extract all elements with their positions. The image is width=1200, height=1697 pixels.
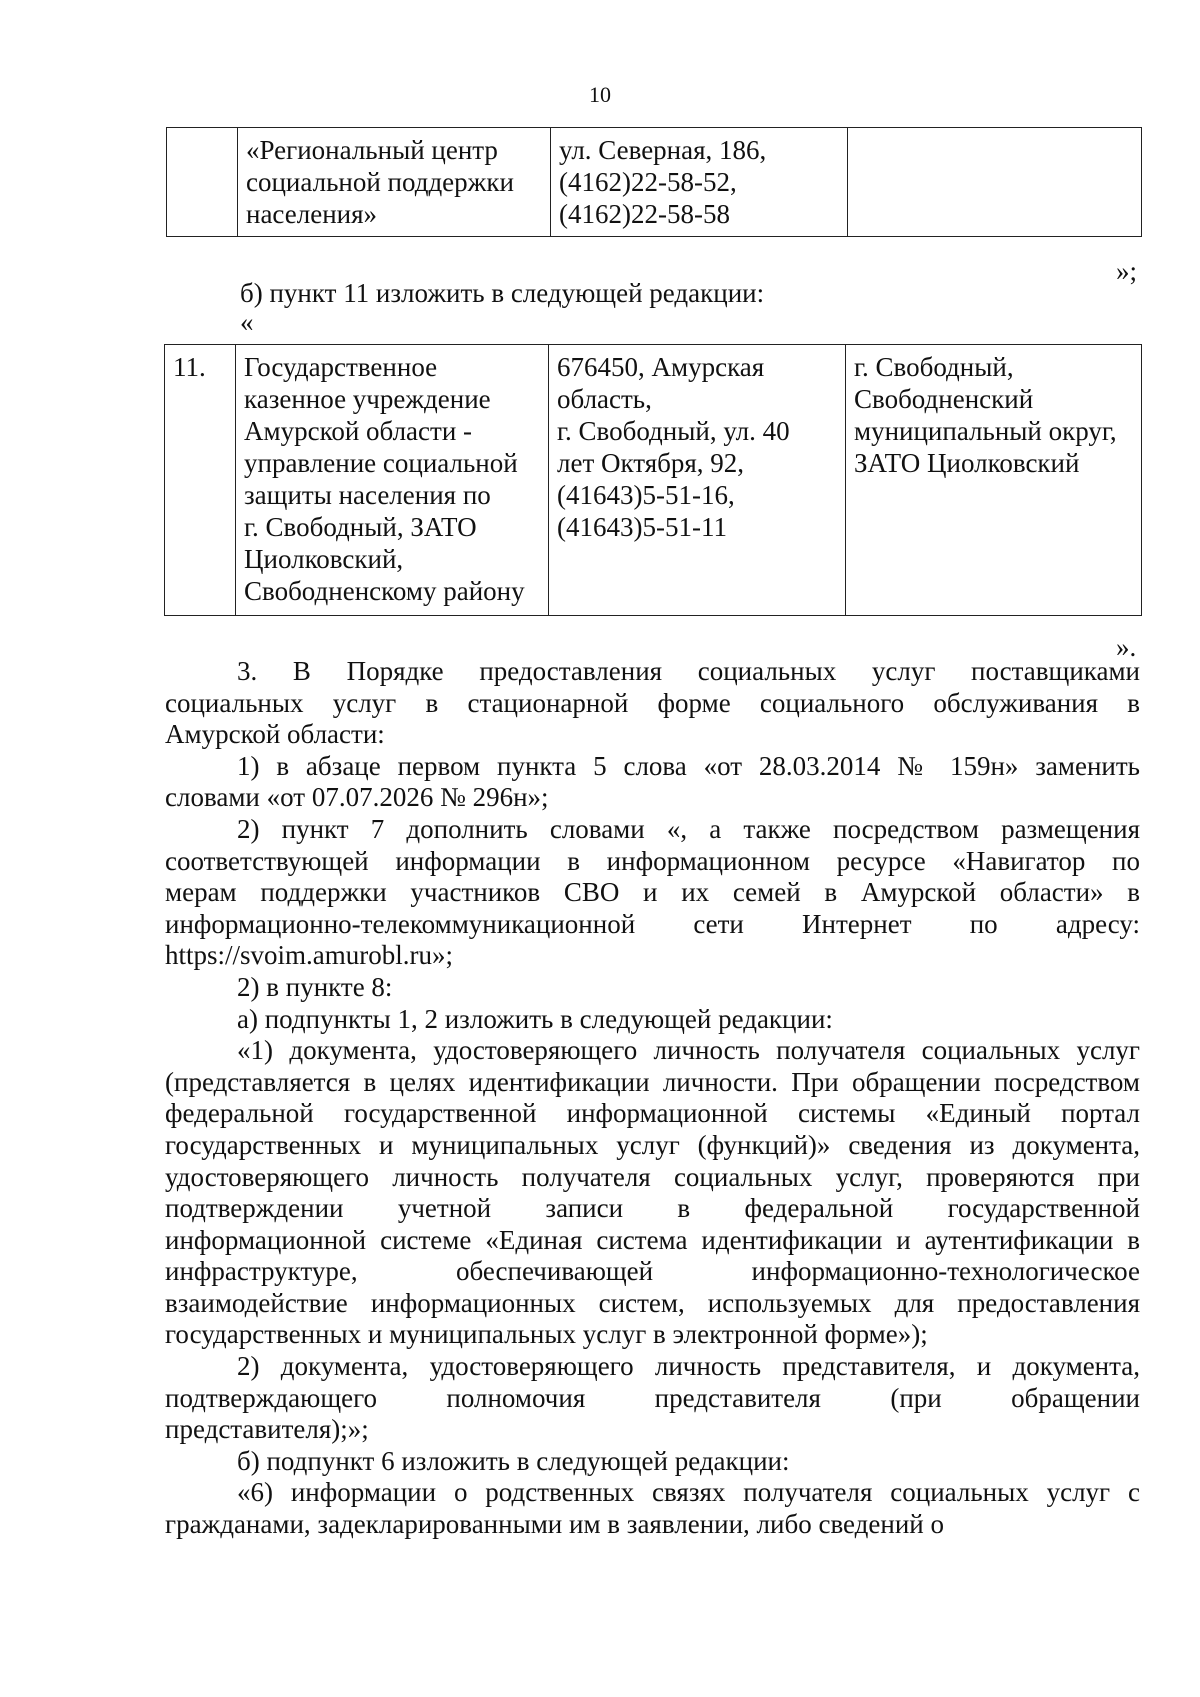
paragraph-line: https://svoim.amurobl.ru»; (165, 940, 453, 971)
cell-line: муниципальный округ, (854, 416, 1117, 446)
cell-line: социальной поддержки (246, 167, 514, 197)
closing-quote: ». (1116, 632, 1137, 662)
paragraph-line: взаимодействие информационных систем, используемых для предоставления (165, 1287, 1140, 1318)
table-cell-address (549, 345, 846, 616)
cell-line: область, (557, 384, 652, 414)
table-cell-name (236, 345, 549, 616)
closing-quote: »; (1116, 256, 1138, 286)
cell-line: (41643)5-51-11 (557, 512, 727, 542)
paragraph-line: 3. В Порядке предоставления социальных услуг поставщиками (237, 656, 1140, 686)
paragraph-line: «6) информации о родственных связях получателя социальных услуг с (237, 1477, 1140, 1508)
paragraph-line: словами «от 07.07.2026 № 296н»; (165, 782, 549, 813)
paragraph-line: 2) пункт 7 дополнить словами «, а также посредством размещения (237, 813, 1140, 844)
cell-line: «Региональный центр (246, 135, 498, 165)
item-b-heading: б) пункт 11 изложить в следующей редакции: (240, 278, 765, 308)
table-row (165, 345, 1142, 616)
cell-line: Свободненский (854, 384, 1034, 414)
cell-line: ул. Северная, 186, (559, 135, 767, 165)
document-body (165, 656, 1140, 1541)
paragraph-line: государственных и муниципальных услуг (функций)» сведения из документа, (165, 1129, 1140, 1160)
table-cell-number: 11. (165, 345, 236, 616)
cell-line: 676450, Амурская (557, 352, 765, 382)
paragraph-line: 1) в абзаце первом пункта 5 слова «от 28.03.2014 № 159н» заменить (237, 750, 1140, 781)
cell-line: г. Свободный, ЗАТО (244, 512, 477, 542)
paragraph-line: представителя);»; (165, 1414, 369, 1445)
paragraph-line: социальных услуг в стационарной форме социального обслуживания в (165, 687, 1140, 718)
paragraph-line: мерам поддержки участников СВО и их семей в Амурской области» в (165, 877, 1140, 908)
paragraph-line: государственных и муниципальных услуг в электронной форме»); (165, 1319, 928, 1350)
cell-line: ЗАТО Циолковский (854, 448, 1080, 478)
cell-line: г. Свободный, ул. 40 (557, 416, 790, 446)
paragraph-line: удостоверяющего личность получателя социальных услуг, проверяются при (165, 1161, 1140, 1192)
paragraph-line: б) подпункт 6 изложить в следующей редакции: (237, 1445, 790, 1476)
table-cell-territory (848, 128, 1142, 237)
paragraph-line: соответствующей информации в информационном ресурсе «Навигатор по (165, 845, 1140, 876)
table-cell-name (238, 128, 551, 237)
cell-line: (4162)22-58-52, (559, 167, 737, 197)
table-item-11 (164, 344, 1142, 616)
table-cell-number (167, 128, 238, 237)
paragraph-line: подтверждающего полномочия представителя (при обращении (165, 1382, 1140, 1413)
cell-line: Свободненскому району (244, 576, 525, 606)
page-number: 10 (589, 82, 611, 107)
cell-line: Амурской области - (244, 416, 473, 446)
paragraph-line: а) подпункты 1, 2 изложить в следующей редакции: (237, 1003, 833, 1034)
paragraph-line: инфраструктуре, обеспечивающей информационно-технологическое (165, 1256, 1140, 1287)
cell-line: казенное учреждение (244, 384, 491, 414)
cell-line: Государственное (244, 352, 438, 382)
paragraph-line: «1) документа, удостоверяющего личность получателя социальных услуг (237, 1035, 1140, 1066)
paragraph-line: гражданами, задекларированными им в заявлении, либо сведений о (165, 1509, 944, 1540)
paragraph-line: федеральной государственной информационной системы «Единый портал (165, 1098, 1140, 1129)
paragraph-line: подтверждении учетной записи в федеральной государственной (165, 1193, 1140, 1224)
table-cell-address (551, 128, 848, 237)
table-cell-territory (846, 345, 1142, 616)
table-continuation (166, 127, 1142, 237)
cell-line: Циолковский, (244, 544, 404, 574)
paragraph-line: информационно-телекоммуникационной сети Интернет по адресу: (165, 908, 1140, 939)
opening-quote: « (240, 307, 254, 337)
paragraph-line: Амурской области: (165, 719, 385, 750)
paragraph-line: информационной системе «Единая система идентификации и аутентификации в (165, 1224, 1140, 1255)
cell-line: лет Октября, 92, (557, 448, 745, 478)
cell-line: (4162)22-58-58 (559, 199, 730, 229)
cell-line: управление социальной (244, 448, 518, 478)
cell-line: г. Свободный, (854, 352, 1014, 382)
cell-line: (41643)5-51-16, (557, 480, 735, 510)
cell-line: защиты населения по (244, 480, 491, 510)
cell-line: населения» (246, 199, 378, 229)
paragraph-line: (представляется в целях идентификации личности. При обращении посредством (165, 1066, 1140, 1097)
table-row (167, 128, 1142, 237)
paragraph-line: 2) документа, удостоверяющего личность представителя, и документа, (237, 1351, 1140, 1382)
paragraph-line: 2) в пункте 8: (237, 971, 393, 1002)
